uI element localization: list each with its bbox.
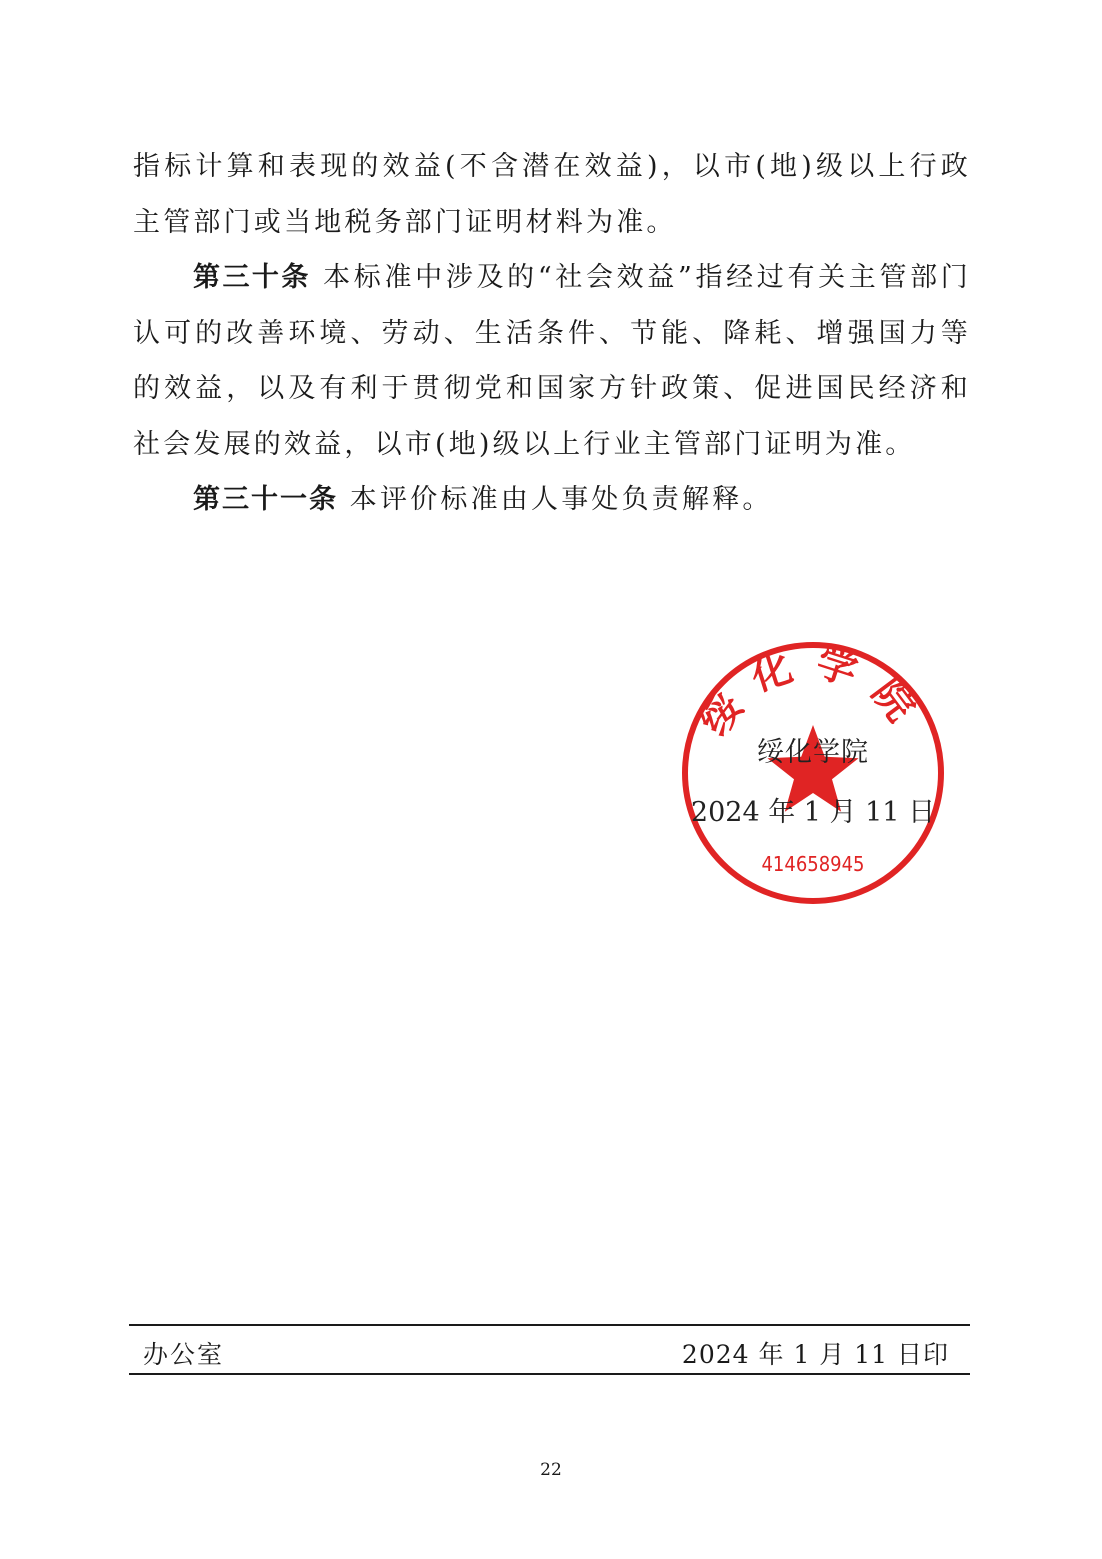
print-date: 2024 年 1 月 11 日印 xyxy=(681,1340,949,1369)
body-text xyxy=(133,139,971,528)
article-text: 本标准中涉及的“社会效益”指经过有关主管部门认可的改善环境、劳动、生活条件、节能、降耗、增强国力等的效益，以及有利于贯彻党和国家方针政策、促进国民经济和社会发展的效益，以市(地)级以上行业主管部门证明为准。 xyxy=(133,262,971,460)
article-number: 第三十一条 xyxy=(193,484,338,515)
article-text: 本评价标准由人事处负责解释。 xyxy=(349,484,773,515)
paragraph-text: 指标计算和表现的效益(不含潜在效益)，以市(地)级以上行政主管部门或当地税务部门证明材料为准。 xyxy=(133,151,971,238)
seal-serial: 414658945 xyxy=(761,852,865,876)
seal-stamp-icon xyxy=(681,641,945,905)
footer-top-rule xyxy=(129,1324,970,1326)
article-30 xyxy=(133,250,971,472)
seal-arc-text: 绥化学院 xyxy=(691,641,935,745)
page-number: 22 xyxy=(540,1460,562,1480)
official-seal xyxy=(681,641,945,905)
signatory-name: 绥化学院 xyxy=(757,737,869,768)
footer-bottom-rule xyxy=(129,1373,970,1375)
signature-date: 2024 年 1 月 11 日 xyxy=(690,797,936,828)
article-number: 第三十条 xyxy=(193,262,311,293)
paragraph-continuation xyxy=(133,139,971,250)
article-31 xyxy=(133,472,971,528)
issuer-label: 办公室 xyxy=(143,1340,225,1369)
